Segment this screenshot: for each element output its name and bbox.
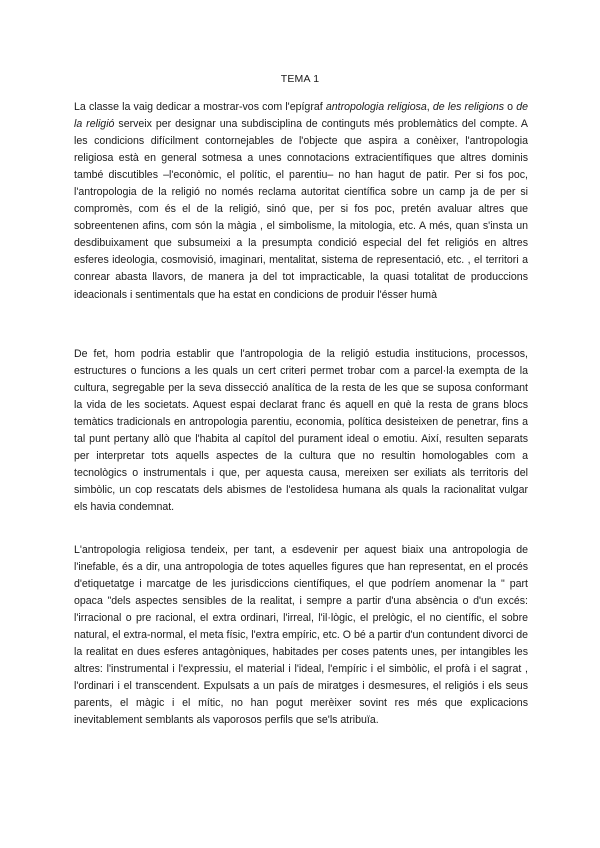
paragraph-1-rest: serveix per designar una subdisciplina de continguts més problemàtics del compte. A les condicions difícilment contornejables de l'objecte que aspira a conèixer, l'antropologia religiosa està en general sotmesa a unes connotacions extracientífiques que altres dominis també discutibles –l'econòmic, el polític, el parentiu– no han hagut de patir. Per si fos poc, l'antropologia de la religió no només reclama autoritat científica sobre un camp ja de per si compromès, com és el de la religió, sinó que, per si fos poc, pretén avaluar altres que sobreentenen afins, com són la màgia , el simbolisme, la mitologia, etc. A més, quan s'insta un desdibuixament que subsumeixi a la presumpta condició especial del fet religiós en altres esferes ideologia, cosmovisió, imaginari, mentalitat, sistema de representació, etc. , el territori a conrear abasta llavors, de manera ja del tot impracticable, la quasi totalitat de produccions ideacionals i sentimentals que ha estat en condicions de produir l'ésser humà	[74, 118, 528, 301]
italic-term-de-la-religio: de la religió	[74, 101, 529, 131]
document-title: TEMA 1	[280, 73, 320, 85]
paragraph-1	[74, 99, 528, 304]
paragraph-1-separator-2: o	[504, 101, 517, 113]
italic-term-antropologia-religiosa: antropologia religiosa	[325, 101, 427, 113]
paragraph-3: L'antropologia religiosa tendeix, per tant, a esdevenir per aquest biaix una antropologia de l'inefable, és a dir, una antropologia de totes aquelles figures que han representat, en el procés d'etiquetatge i marcatge de les jurisdiccions científiques, el que podríem anomenar la " part opaca "dels aspectes sensibles de la realitat, i sempre a partir d'una absència o d'un excés: l'irracional o pre racional, el extra ordinari, l'irreal, l'il·lògic, el prelògic, el no científic, el sobre natural, el extra-normal, el meta físic, l'extra empíric, etc. O bé a partir d'un contundent divorci de la realitat en dues esferes antagòniques, habitades per coses patents unes, per intangibles les altres: l'instrumental i l'expressiu, el material i l'ideal, l'empíric i el simbòlic, el profà i el sagrat , l'ordinari i el transcendent. Expulsats a un país de miratges i desmesures, el religiós i els seus parents, el màgic i el mític, no han pogut merèixer sovint res més que explicacions inevitablement semblants als vaporosos perfils que se'ls atribuïa.	[74, 544, 528, 727]
paragraph-1-lead: La classe la vaig dedicar a mostrar-vos com l'epígraf	[74, 101, 326, 113]
italic-term-de-les-religions: de les religions	[432, 101, 505, 113]
paragraph-2: De fet, hom podria establir que l'antropologia de la religió estudia institucions, processos, estructures o funcions a les quals un cert criteri permet trobar com a parcel·la exempta de la cultura, segregable per la seva dissecció analítica de la resta de les que se suposa conformant la vida de les societats. Aquest espai declarat franc és aquell en què la resta de grans blocs temàtics tradicionals en antropologia parentiu, economia, política desisteixen de penetrar, fins a tal punt pertany allò que l'habita al capítol del purament ideal o emotiu. Així, resulten separats per interpretar tots aquells aspectes de la cultura que no resultin homologables com a tecnològics o instrumentals i que, per aquesta causa, mereixen ser exiliats als territoris del simbòlic, un cop rescatats dels abismes de l'estolidesa humana als quals la racionalitat vulgar els havia condemnat.	[74, 348, 528, 514]
paragraph-1-separator-1: ,	[426, 101, 433, 113]
